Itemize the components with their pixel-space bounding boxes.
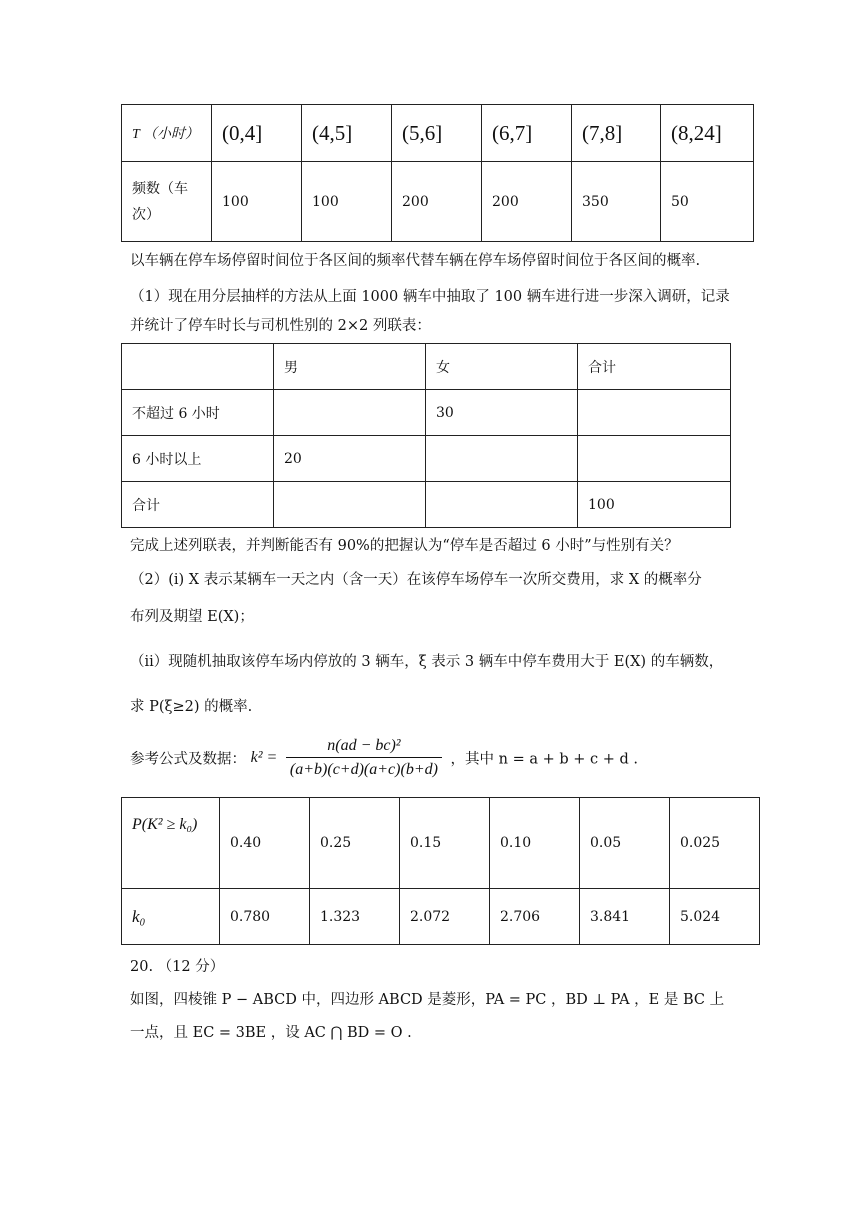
frequency-value: 100 <box>302 162 392 242</box>
question-1-line-3: 完成上述列联表，并判断能否有 90%的把握认为“停车是否超过 6 小时”与性别有关？ <box>130 538 679 554</box>
contingency-row <box>122 390 731 436</box>
probability-value: 0.05 <box>580 798 670 889</box>
interval-label: (5,6] <box>402 120 443 145</box>
contingency-row-label: 合计 <box>122 482 274 528</box>
contingency-cell <box>578 436 731 482</box>
formula-numerator: n(ad − bc)² <box>286 737 442 758</box>
critical-value: 5.024 <box>670 889 760 945</box>
contingency-cell <box>274 390 426 436</box>
contingency-cell <box>426 482 578 528</box>
formula-lhs: k² = <box>250 749 278 766</box>
question-2i-line-1: （2）(i) X 表示某辆车一天之内（含一天）在该停车场停车一次所交费用，求 X 的概率分 <box>130 572 702 588</box>
interval-cell <box>572 105 661 162</box>
formula-denominator: (a+b)(c+d)(a+c)(b+d) <box>289 761 438 778</box>
interval-cell <box>302 105 392 162</box>
frequency-value: 200 <box>392 162 482 242</box>
probability-value: 0.10 <box>490 798 580 889</box>
probability-label-cell <box>122 798 220 889</box>
frequency-table-header-row <box>122 105 754 162</box>
question-2ii-line-1: （ii）现随机抽取该停车场内停放的 3 辆车，ξ 表示 3 辆车中停车费用大于 E(X) 的车辆数， <box>130 654 724 670</box>
contingency-header-cell: 男 <box>274 344 426 390</box>
contingency-header-cell: 合计 <box>578 344 731 390</box>
contingency-table <box>121 343 731 528</box>
interval-cell <box>482 105 572 162</box>
critical-value-row <box>122 889 760 945</box>
formula-fraction <box>286 737 442 779</box>
contingency-header-cell <box>122 344 274 390</box>
question-2ii-line-2: 求 P(ξ≥2) 的概率. <box>130 699 253 715</box>
critical-value: 2.706 <box>490 889 580 945</box>
question-1-line-1: （1）现在用分层抽样的方法从上面 1000 辆车中抽取了 100 辆车进行进一步深入调研，记录 <box>130 289 730 305</box>
critical-value: 2.072 <box>400 889 490 945</box>
interval-label: (4,5] <box>312 120 353 145</box>
formula-prefix: 参考公式及数据： <box>130 751 246 768</box>
contingency-row-label: 6 小时以上 <box>122 436 274 482</box>
critical-value-table <box>121 797 760 945</box>
question-20-line-1: 如图，四棱锥 P − ABCD 中，四边形 ABCD 是菱形，PA = PC ，BD ⊥ PA ，E 是 BC 上 <box>130 992 725 1008</box>
probability-value: 0.25 <box>310 798 400 889</box>
frequency-label-cell <box>122 162 212 242</box>
probability-label: P(K² ≥ k₀) <box>132 816 198 833</box>
frequency-value: 350 <box>572 162 661 242</box>
reference-formula <box>130 737 638 779</box>
contingency-cell <box>274 482 426 528</box>
question-1-line-2: 并统计了停车时长与司机性别的 2×2 列联表： <box>130 318 431 334</box>
contingency-row-label: 不超过 6 小时 <box>122 390 274 436</box>
interval-label: (6,7] <box>492 120 533 145</box>
frequency-value: 100 <box>212 162 302 242</box>
interval-cell <box>212 105 302 162</box>
time-header-cell <box>122 105 212 162</box>
critical-value-label: k₀ <box>132 906 146 926</box>
frequency-table <box>121 104 754 242</box>
interval-cell <box>661 105 754 162</box>
contingency-cell: 30 <box>426 390 578 436</box>
interval-label: (7,8] <box>582 120 623 145</box>
interval-cell <box>392 105 482 162</box>
contingency-header-cell: 女 <box>426 344 578 390</box>
frequency-value: 50 <box>661 162 754 242</box>
critical-value: 3.841 <box>580 889 670 945</box>
paragraph-probability-note: 以车辆在停车场停留时间位于各区间的频率代替车辆在停车场停留时间位于各区间的概率. <box>130 253 701 269</box>
contingency-cell <box>578 390 731 436</box>
contingency-row <box>122 436 731 482</box>
time-header-label: T （小时） <box>132 127 200 142</box>
contingency-cell: 20 <box>274 436 426 482</box>
interval-label: (8,24] <box>671 120 722 145</box>
contingency-header-row <box>122 344 731 390</box>
formula-suffix: ，其中 n = a + b + c + d . <box>450 751 639 768</box>
probability-row <box>122 798 760 889</box>
contingency-cell <box>426 436 578 482</box>
critical-value: 0.780 <box>220 889 310 945</box>
frequency-table-row <box>122 162 754 242</box>
question-20-line-2: 一点，且 EC = 3BE ，设 AC ⋂ BD = O . <box>130 1025 412 1041</box>
probability-value: 0.15 <box>400 798 490 889</box>
critical-value: 1.323 <box>310 889 400 945</box>
probability-value: 0.025 <box>670 798 760 889</box>
question-20-title: 20. （12 分） <box>130 959 225 975</box>
frequency-label: 频数（车次） <box>132 180 188 223</box>
contingency-cell: 100 <box>578 482 731 528</box>
probability-value: 0.40 <box>220 798 310 889</box>
frequency-value: 200 <box>482 162 572 242</box>
interval-label: (0,4] <box>222 120 263 145</box>
critical-value-label-cell <box>122 889 220 945</box>
contingency-row <box>122 482 731 528</box>
question-2i-line-2: 布列及期望 E(X)； <box>130 609 254 625</box>
